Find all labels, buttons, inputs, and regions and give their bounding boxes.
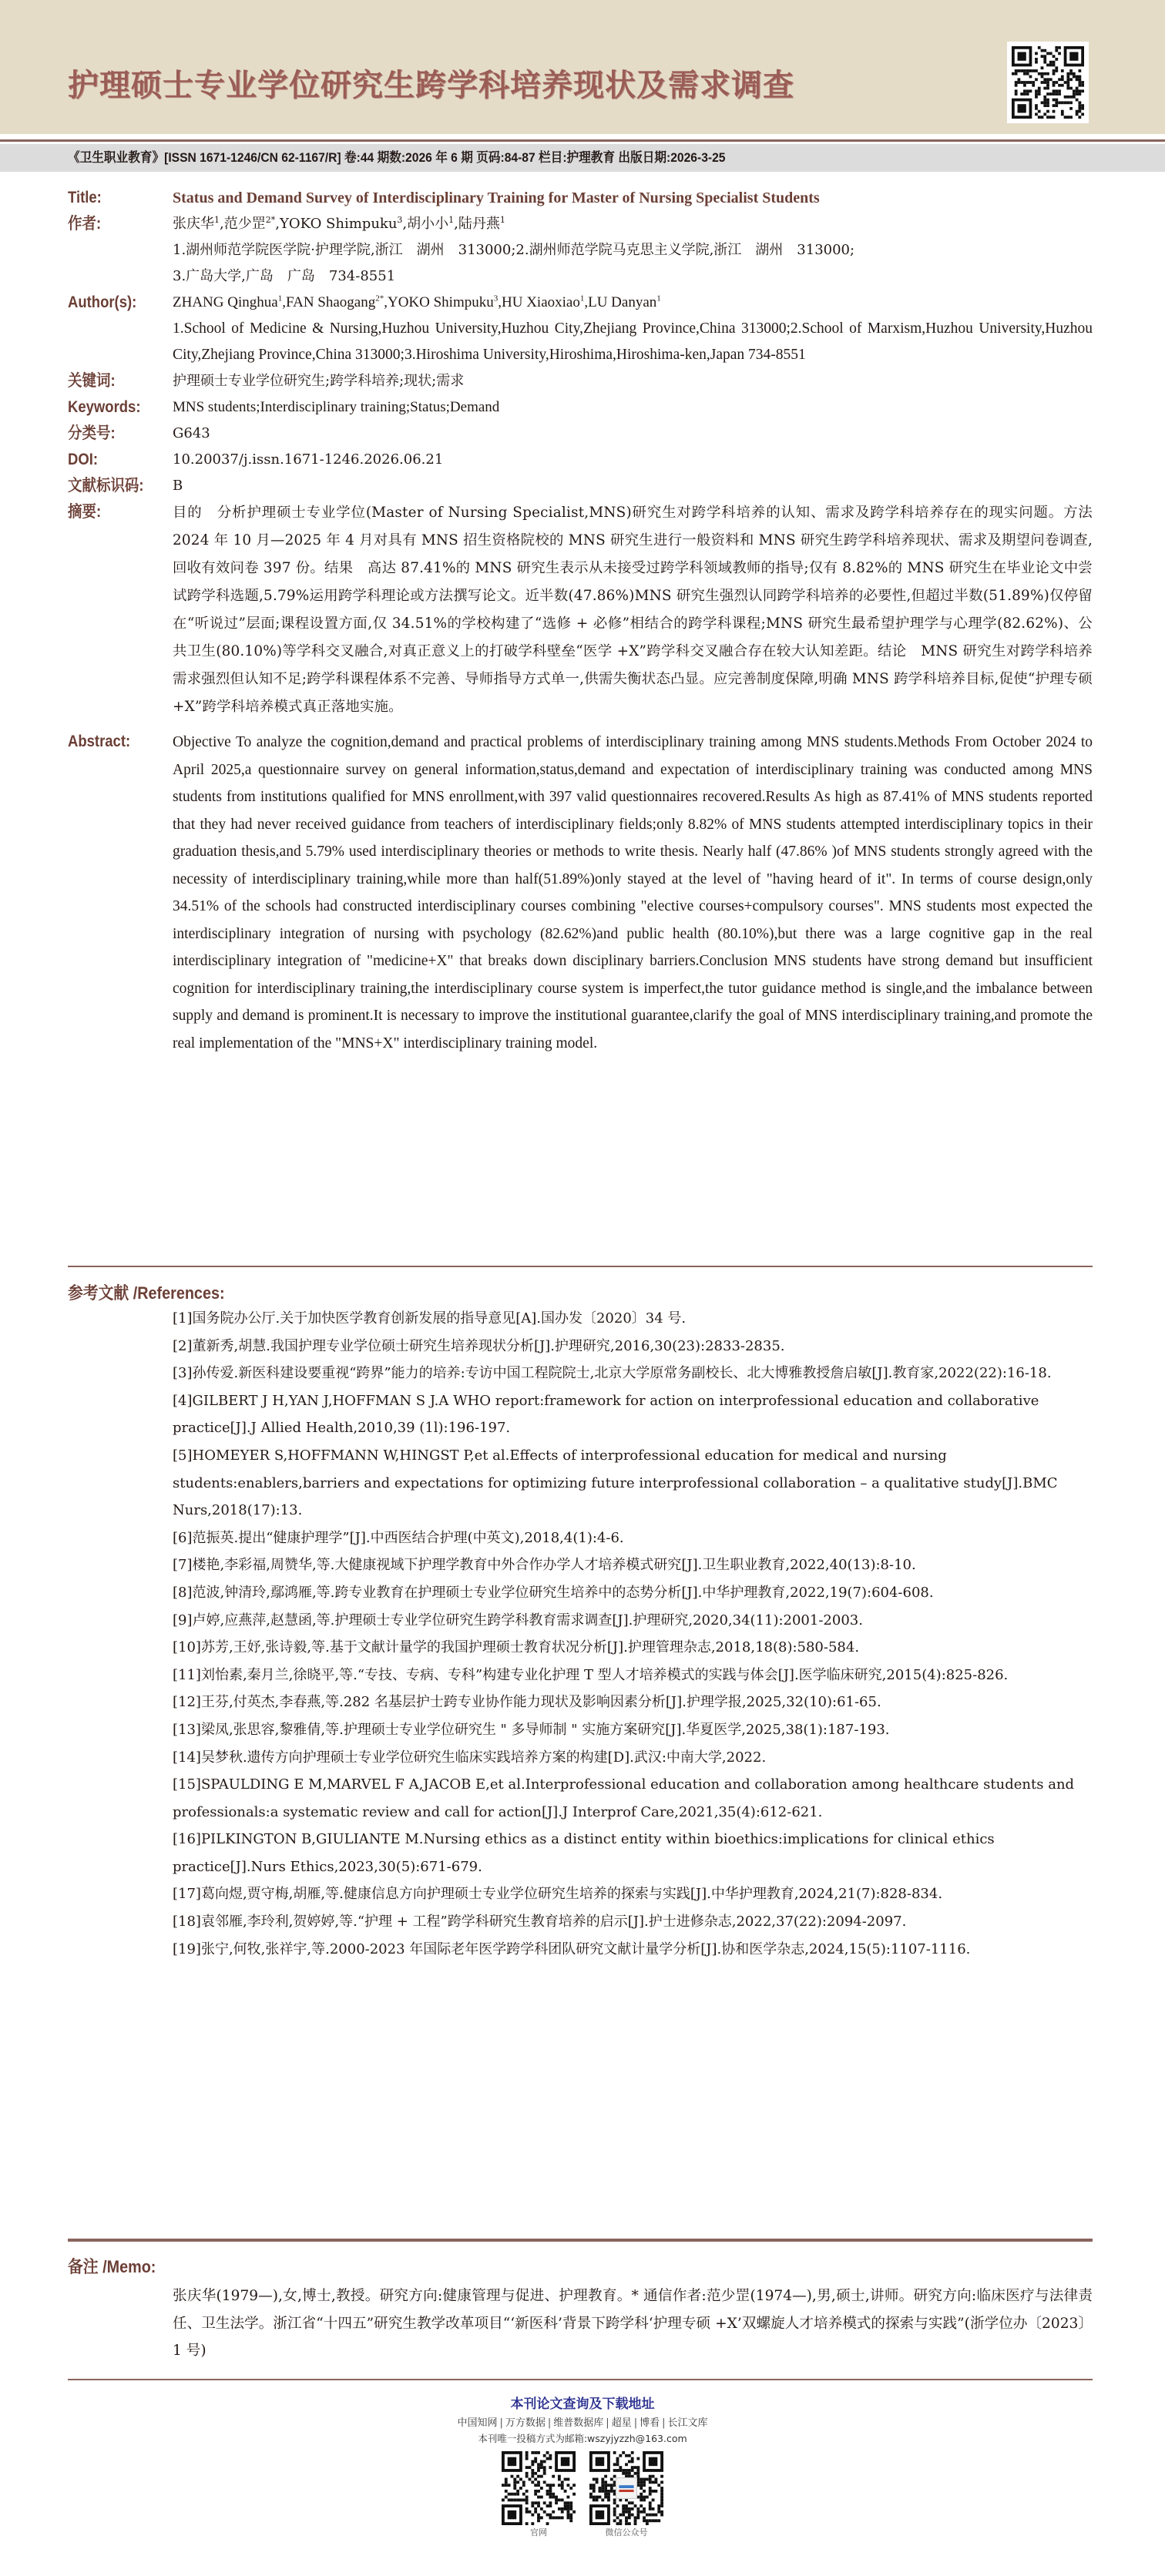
affiliation-marker: 3	[493, 293, 499, 304]
qr-code-icon[interactable]	[1007, 42, 1089, 123]
reference-item: [7]楼艳,李彩福,周赞华,等.大健康视域下护理学教育中外合作办学人才培养模式研究[J].卫生职业教育,2022,40(13):8-10.	[173, 1557, 916, 1574]
citation-info: 《卫生职业教育》[ISSN 1671-1246/CN 62-1167/R] 卷:44 期数:2026 年 6 期 页码:84-87 栏目:护理教育 出版日期:2026-3-25	[68, 150, 726, 165]
field-abstract-zh	[68, 499, 1107, 721]
database-link[interactable]: 中国知网	[457, 2417, 498, 2429]
author-name: YOKO Shimpuku	[279, 216, 398, 232]
memo-divider	[68, 2239, 1093, 2242]
author-name: YOKO Shimpuku	[387, 294, 494, 310]
keywords-zh: 护理硕士专业学位研究生;跨学科培养;现状;需求	[173, 373, 465, 389]
reference-item: [6]范振英.提出“健康护理学”[J].中西医结合护理(中英文),2018,4(1):4-6.	[173, 1529, 624, 1546]
doi-link[interactable]: 10.20037/j.issn.1671-1246.2026.06.21	[173, 451, 444, 468]
footer-divider	[68, 2379, 1093, 2380]
reference-item: [1]国务院办公厅.关于加快医学教育创新发展的指导意见[A].国办发〔2020〕34 号.	[173, 1310, 687, 1327]
affiliation-marker: 1	[448, 215, 455, 225]
author-list-en: ZHANG Qinghua$^1$,FAN Shaogang$^{2*}$,YOKO Shimpuku$^3$,HU Xiaoxiao$^1$,LU Danyan$^1$	[173, 293, 661, 310]
qr-caption: 微信公众号	[605, 2527, 648, 2537]
reference-item: [12]王芬,付英杰,李春燕,等.282 名基层护士跨专业协作能力现状及影响因素分析[J].护理学报,2025,32(10):61-65.	[173, 1694, 881, 1711]
field-label: 关键词:	[68, 372, 116, 390]
reference-item: [17]葛向煜,贾守梅,胡雁,等.健康信息方向护理硕士专业学位研究生培养的探索与实践[J].中华护理教育,2024,21(7):828-834.	[173, 1886, 943, 1903]
separator: |	[662, 2417, 666, 2429]
database-link[interactable]: 长江文库	[667, 2417, 708, 2429]
keywords-en: MNS students;Interdisciplinary training;Status;Demand	[173, 399, 500, 415]
field-title	[68, 185, 1093, 211]
banner-divider	[0, 139, 1165, 142]
footer-qr-codes	[0, 2451, 1165, 2539]
english-title: Status and Demand Survey of Interdisciplinary Training for Master of Nursing Specialist Students	[173, 190, 820, 206]
submission-email[interactable]: 本刊唯一投稿方式为邮箱:wszyjyzzh@163.com	[478, 2433, 687, 2444]
field-doi	[68, 447, 1093, 473]
reference-item: [4]GILBERT J H,YAN J,HOFFMAN S J.A WHO report:framework for action on interprofessional education and collaborative practice[J].J Allied Health,2010,39 (1l):196-197.	[173, 1392, 1039, 1437]
field-label: 作者:	[68, 215, 102, 233]
reference-item: [10]苏芳,王妤,张诗毅,等.基于文献计量学的我国护理硕士教育状况分析[J].护理管理杂志,2018,18(8):580-584.	[173, 1639, 860, 1656]
field-keywords-en	[68, 394, 1093, 421]
affiliation-marker: 2*	[375, 293, 384, 304]
affiliation-marker: 1	[277, 293, 283, 304]
references-heading: 参考文献 /References:	[68, 1283, 225, 1303]
field-label: Title:	[68, 189, 102, 206]
memo-heading: 备注 /Memo:	[68, 2257, 156, 2276]
author-name: 胡小小	[407, 216, 449, 232]
reference-item: [13]梁凤,张思容,黎雅倩,等.护理硕士专业学位研究生 " 多导师制 " 实施方案研究[J].华夏医学,2025,38(1):187-193.	[173, 1721, 890, 1738]
reference-item: [16]PILKINGTON B,GIULIANTE M.Nursing ethics as a distinct entity within bioethics:implications for clinical ethics practice[J].Nurs Ethics,2023,30(5):671-679.	[173, 1831, 995, 1875]
reference-item: [15]SPAULDING E M,MARVEL F A,JACOB E,et al.Interprofessional education and collaboration among healthcare students and professionals:a systematic review and call for action[J].J Interprof Care,2021,35(4):612-621.	[173, 1776, 1075, 1820]
database-link[interactable]: 超星	[611, 2417, 632, 2429]
document-code: B	[173, 478, 183, 494]
abstract-zh: 目的 分析护理硕士专业学位(Master of Nursing Specialist,MNS)研究生对跨学科培养的认知、需求及跨学科培养存在的现实问题。方法 2024 年 10 月—2025 年 4 月对具有 MNS 招生资格院校的 MNS 研究生进行一般资料和 MNS 研究生跨学科培养现状、需求及期望问卷调查,回收有效问卷 397 份。结果 高达 87.41%的 MNS 研究生表示从未接受过跨学科领域教师的指导;仅有 8.82%的 MNS 研究生在毕业论文中尝试跨学科选题,5.79%运用跨学科理论或方法撰写论文。近半数(47.86%)MNS 研究生强烈认同跨学科培养的必要性,但超过半数(51.89%)仅停留在“听说过”层面;课程设置方面,仅 34.51%的学校构建了“选修 + 必修”相结合的跨学科课程;MNS 研究生最希望护理学与心理学(82.62%)、公共卫生(80.10%)等学科交叉融合,对真正意义上的打破学科壁垒“医学 +X”跨学科交叉融合存在较大认知差距。结论 MNS 研究生对跨学科培养需求强烈但认知不足;跨学科课程体系不完善、导师指导方式单一,供需失衡状态凸显。应完善制度保障,明确 MNS 跨学科培养目标,促使“护理专硕 +X”跨学科培养模式真正落地实施。	[173, 505, 1107, 715]
qr-wechat[interactable]	[589, 2451, 663, 2539]
separator: |	[547, 2417, 552, 2429]
author-name: ZHANG Qinghua	[173, 294, 278, 310]
affiliation-marker: 1	[214, 215, 220, 225]
affiliation-marker: 2*	[265, 215, 276, 225]
journal-footer	[0, 2396, 1165, 2539]
author-name: LU Danyan	[588, 294, 657, 310]
reference-item: [14]吴梦秋.遗传方向护理硕士专业学位研究生临床实践培养方案的构建[D].武汉:中南大学,2022.	[173, 1749, 767, 1766]
reference-item: [9]卢婷,应燕萍,赵慧函,等.护理硕士专业学位研究生跨学科教育需求调查[J].护理研究,2020,34(11):2001-2003.	[173, 1612, 863, 1628]
field-authors-en	[68, 290, 1093, 368]
author-name: 范少罡	[223, 216, 266, 232]
field-label: Author(s):	[68, 293, 137, 311]
qr-code-icon	[589, 2451, 663, 2525]
article-metadata	[68, 185, 1107, 1057]
field-label: 摘要:	[68, 503, 102, 521]
header-banner	[0, 0, 1165, 134]
author-name: HU Xiaoxiao	[502, 294, 580, 310]
abstract-en: Objective To analyze the cognition,demand and practical problems of interdisciplinary training among MNS students.Methods From October 2024 to April 2025,a questionnaire survey on general information,status,demand and expectation of interdisciplinary training was conducted among MNS students from institutions qualified for MNS enrollment,with 397 valid questionnaires recovered.Results As high as 87.41% of MNS students reported that they had never received guidance from teachers of interdisciplinary fields;only 8.82% of MNS students attempted interdisciplinary topics in their graduation thesis,and 5.79% used interdisciplinary theories or methods to write thesis. Nearly half (47.86% )of MNS students strongly agreed with the necessity of interdisciplinary training,while more than half(51.89%)only stayed at the level of "having heard of it". In terms of course design,only 34.51% of the schools had constructed interdisciplinary courses combining "elective courses+compulsory courses". MNS students most expected the interdisciplinary integration of nursing with psychology (82.62%)and public health (80.10%),but there was a large cognitive gap in the real interdisciplinary integration of "medicine+X" that breaks down disciplinary barriers.Conclusion MNS students have strong demand but insufficient cognition for interdisciplinary training,the interdisciplinary course system is imperfect,the tutor guidance method is single,and the imbalance between supply and demand is prominent.It is necessary to improve the institutional guarantee,clarify the goal of MNS interdisciplinary training,and promote the real implementation of the "MNS+X" interdisciplinary training model.	[173, 734, 1093, 1052]
database-link[interactable]: 万方数据	[505, 2417, 546, 2429]
reference-item: [2]董新秀,胡慧.我国护理专业学位硕士研究生培养现状分析[J].护理研究,2016,30(23):2833-2835.	[173, 1337, 785, 1354]
reference-list	[173, 1305, 1093, 1963]
field-classification	[68, 421, 1093, 447]
author-name: FAN Shaogang	[285, 294, 376, 310]
affiliation-zh: 1.湖州师范学院医学院·护理学院,浙江 湖州 313000;2.湖州师范学院马克思主义学院,浙江 湖州 313000;	[173, 242, 855, 258]
reference-item: [8]范波,钟清玲,鄢鸿雁,等.跨专业教育在护理硕士专业学位研究生培养中的态势分析[J].中华护理教育,2022,19(7):604-608.	[173, 1584, 934, 1601]
affiliation-en: 1.School of Medicine & Nursing,Huzhou University,Huzhou City,Zhejiang Province,China 313000;2.School of Marxism,Huzhou University,Huzhou City,Zhejiang Province,China 313000;3.Hiroshima University,Hiroshima,Hiroshima-ken,Japan 734-8551	[173, 320, 1093, 363]
classification-number: G643	[173, 425, 210, 441]
affiliation-marker: 3	[397, 215, 403, 225]
field-abstract-en	[68, 729, 1093, 1057]
field-label: DOI:	[68, 451, 99, 468]
reference-item: [11]刘怡素,秦月兰,徐晓平,等.“专技、专病、专科”构建专业化护理 T 型人才培养模式的实践与体会[J].医学临床研究,2015(4):825-826.	[173, 1666, 1009, 1683]
field-authors-zh	[68, 211, 1093, 290]
affiliation-marker: 1	[499, 215, 505, 225]
separator: |	[606, 2417, 609, 2429]
database-link[interactable]: 维普数据库	[553, 2417, 604, 2429]
memo-section	[173, 2283, 1093, 2365]
author-name: 张庆华	[173, 216, 214, 232]
citation-bar	[0, 144, 1165, 172]
footer-title: 本刊论文查询及下载地址	[510, 2397, 655, 2412]
author-list-zh: 张庆华$^1$,范少罡$^{2*}$,YOKO Shimpuku$^3$,胡小小$^1$,陆丹燕$^1$	[173, 215, 505, 232]
article-title: 护理硕士专业学位研究生跨学科培养现状及需求调查	[68, 68, 794, 103]
database-link[interactable]: 博看	[640, 2417, 660, 2429]
qr-code-icon	[502, 2451, 576, 2525]
field-doc-code	[68, 473, 1093, 499]
separator: |	[499, 2417, 503, 2429]
reference-item: [3]孙传爱.新医科建设要重视“跨界”能力的培养:专访中国工程院院士,北京大学原常务副校长、北大博雅教授詹启敏[J].教育家,2022(22):16-18.	[173, 1365, 1052, 1382]
field-label: Keywords:	[68, 398, 141, 416]
qr-official-site[interactable]	[502, 2451, 576, 2539]
affiliation-zh: 3.广岛大学,广岛 广岛 734-8551	[173, 268, 396, 284]
memo-text: 张庆华(1979—),女,博士,教授。研究方向:健康管理与促进、护理教育。* 通信作者:范少罡(1974—),男,硕士,讲师。研究方向:临床医疗与法律责任、卫生法学。浙江省“十四五”研究生教学改革项目“‘新医科’背景下跨学科‘护理专硕 +X’双螺旋人才培养模式的探索与实践”(浙学位办〔2023〕1 号)	[173, 2288, 1093, 2359]
database-list	[0, 2416, 1165, 2431]
affiliation-marker: 1	[656, 293, 661, 304]
affiliation-marker: 1	[579, 293, 585, 304]
qr-code-icon-graphic	[1012, 46, 1084, 119]
field-label: 文献标识码:	[68, 477, 144, 495]
qr-caption: 官网	[530, 2527, 547, 2537]
separator: |	[633, 2417, 638, 2429]
field-keywords-zh	[68, 368, 1093, 394]
field-label: Abstract:	[68, 733, 131, 750]
reference-item: [19]张宁,何牧,张祥宇,等.2000-2023 年国际老年医学跨学科团队研究文献计量学分析[J].协和医学杂志,2024,15(5):1107-1116.	[173, 1940, 971, 1957]
references-divider	[68, 1266, 1093, 1267]
author-name: 陆丹燕	[458, 216, 500, 232]
reference-item: [18]袁邻雁,李玲利,贺婷婷,等.“护理 + 工程”跨学科研究生教育培养的启示[J].护士进修杂志,2022,37(22):2094-2097.	[173, 1914, 907, 1930]
field-label: 分类号:	[68, 424, 116, 442]
reference-item: [5]HOMEYER S,HOFFMANN W,HINGST P,et al.Effects of interprofessional education for medical and nursing students:enablers,barriers and expectations for optimizing future interprofessional collaboration – a qualitative study[J].BMC Nurs,2018(17):13.	[173, 1447, 1058, 1519]
